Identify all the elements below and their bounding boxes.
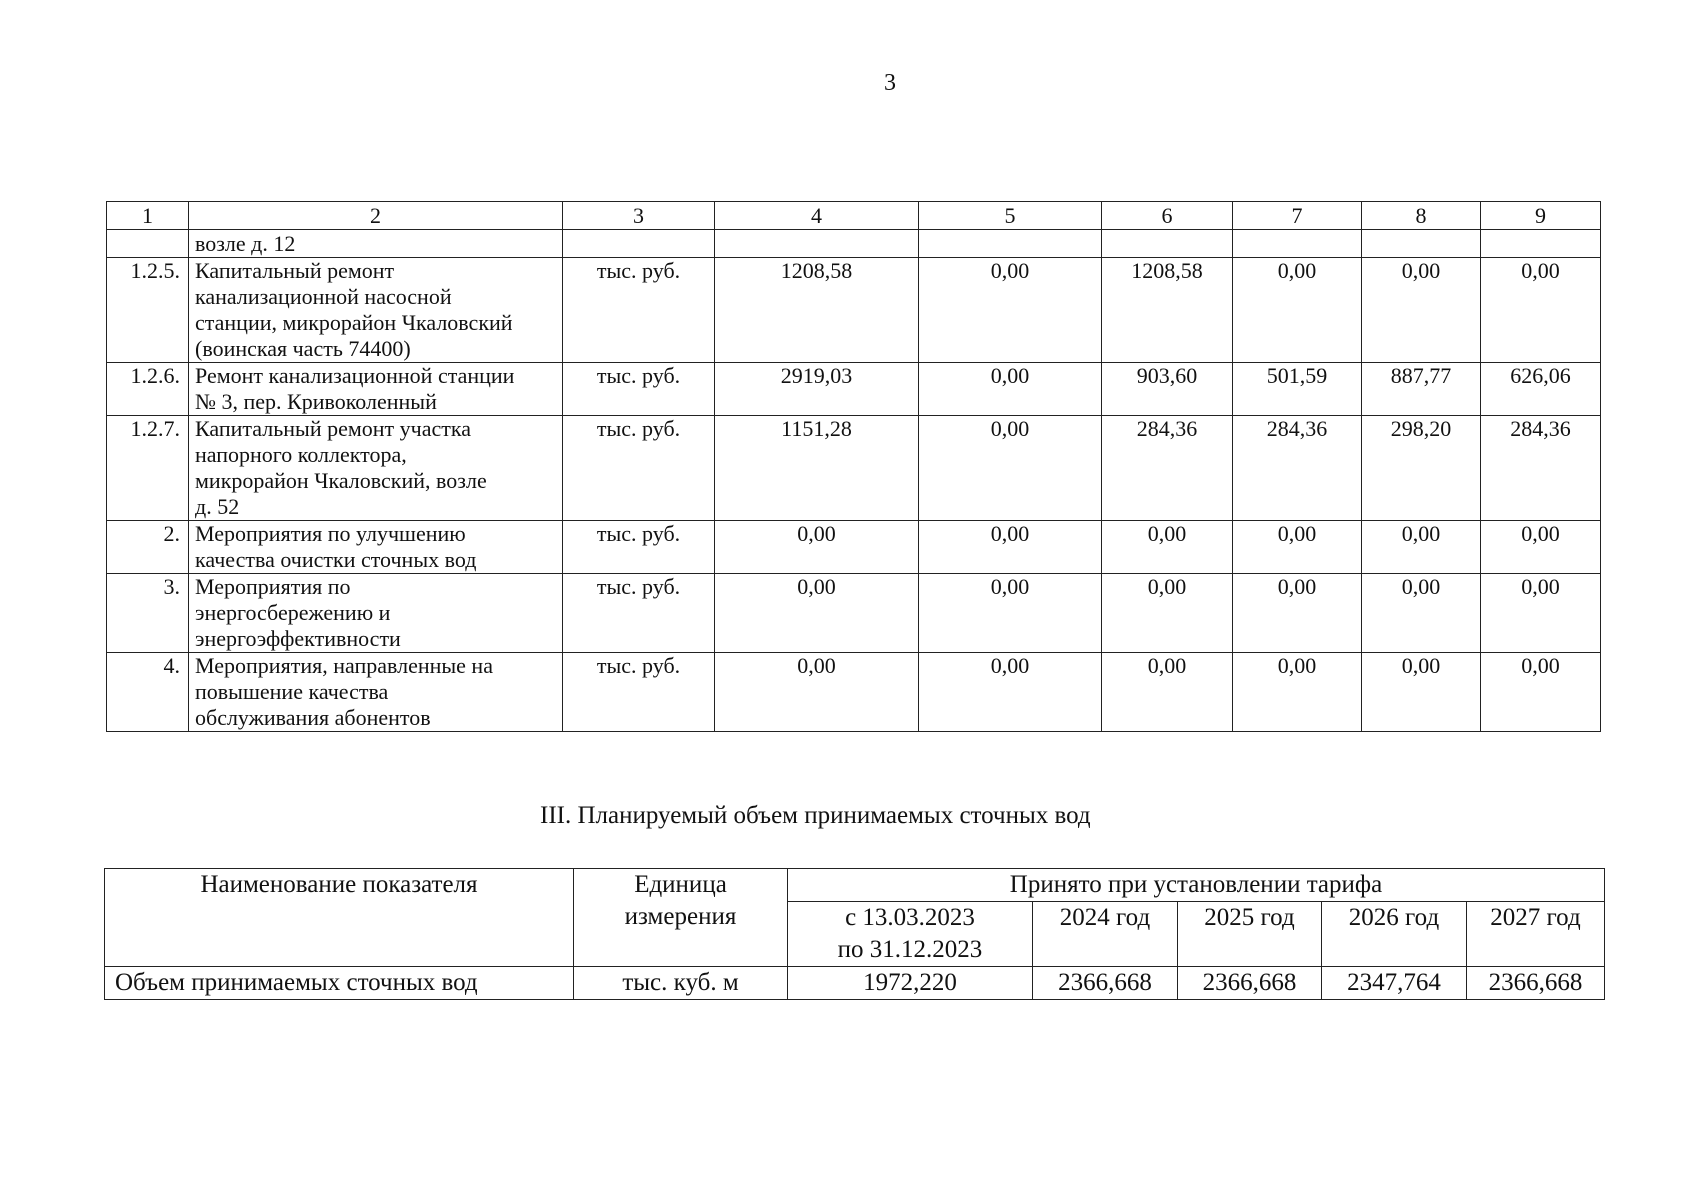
row-value: 0,00 [1102, 574, 1233, 653]
column-number: 8 [1362, 202, 1481, 230]
column-number: 2 [189, 202, 563, 230]
row-value [1102, 230, 1233, 258]
row-value: 284,36 [1481, 416, 1601, 521]
row-name-line: напорного коллектора, [195, 442, 407, 467]
row-value [1481, 230, 1601, 258]
row-value: 1208,58 [715, 258, 919, 363]
row-value [919, 230, 1102, 258]
row-value: 0,00 [919, 653, 1102, 732]
row-value: 1208,58 [1102, 258, 1233, 363]
row-number: 1.2.7. [107, 416, 189, 521]
row-name-line: № 3, пер. Кривоколенный [195, 389, 437, 414]
row-value: 0,00 [1362, 574, 1481, 653]
row-value: 0,00 [715, 653, 919, 732]
row-name-line: (воинская часть 74400) [195, 336, 411, 361]
period-header [1322, 902, 1467, 967]
row-value: 0,00 [919, 363, 1102, 416]
row-number: 2. [107, 521, 189, 574]
row-value: 0,00 [1362, 258, 1481, 363]
column-header-name: Наименование показателя [105, 869, 574, 967]
table-row [107, 521, 1601, 574]
row-name-line: обслуживания абонентов [195, 705, 431, 730]
page-number: 3 [884, 70, 896, 96]
row-value: 1151,28 [715, 416, 919, 521]
row-value: 284,36 [1102, 416, 1233, 521]
row-name-line: возле д. 12 [195, 231, 296, 256]
table-row [107, 574, 1601, 653]
row-name-line: Мероприятия по [195, 574, 351, 599]
period-header-line: с 13.03.2023 [845, 904, 975, 931]
row-name: Объем принимаемых сточных вод [105, 967, 574, 1000]
row-name [189, 363, 563, 416]
column-number: 1 [107, 202, 189, 230]
row-name-line: энергоэффективности [195, 626, 401, 651]
row-unit: тыс. руб. [563, 258, 715, 363]
row-value: 0,00 [715, 521, 919, 574]
row-name-line: Ремонт канализационной станции [195, 363, 515, 388]
period-value: 2366,668 [1467, 967, 1605, 1000]
column-header-unit-line: Единица [634, 871, 727, 898]
period-header-line: 2025 год [1204, 904, 1295, 931]
row-value [1362, 230, 1481, 258]
row-name-line: энергосбережению и [195, 600, 391, 625]
row-value: 0,00 [1481, 653, 1601, 732]
row-number: 3. [107, 574, 189, 653]
column-header-unit-line: измерения [624, 903, 737, 930]
row-name-line: станции, микрорайон Чкаловский [195, 310, 513, 335]
row-name-line: Капитальный ремонт [195, 258, 395, 283]
row-value: 0,00 [919, 574, 1102, 653]
row-value: 0,00 [715, 574, 919, 653]
row-unit: тыс. руб. [563, 416, 715, 521]
row-value: 0,00 [1233, 521, 1362, 574]
table-row [107, 416, 1601, 521]
volume-table [104, 868, 1605, 1000]
row-name-line: повышение качества [195, 679, 389, 704]
header-row [107, 202, 1601, 230]
period-header-line: по 31.12.2023 [837, 936, 983, 963]
row-name [189, 230, 563, 258]
row-unit: тыс. руб. [563, 574, 715, 653]
row-value: 0,00 [1102, 653, 1233, 732]
period-value: 2366,668 [1178, 967, 1322, 1000]
row-name-line: Капитальный ремонт участка [195, 416, 471, 441]
row-value: 0,00 [1481, 258, 1601, 363]
row-value: 626,06 [1481, 363, 1601, 416]
table-row [107, 363, 1601, 416]
period-header [788, 902, 1033, 967]
row-unit: тыс. руб. [563, 521, 715, 574]
period-header [1178, 902, 1322, 967]
row-number [107, 230, 189, 258]
row-value: 0,00 [919, 521, 1102, 574]
row-value: 2919,03 [715, 363, 919, 416]
row-value [715, 230, 919, 258]
column-number: 4 [715, 202, 919, 230]
column-number: 7 [1233, 202, 1362, 230]
row-value: 284,36 [1233, 416, 1362, 521]
table-row [107, 230, 1601, 258]
section-title: III. Планируемый объем принимаемых сточных вод [540, 802, 1091, 829]
row-number: 1.2.5. [107, 258, 189, 363]
row-name-line: Мероприятия по улучшению [195, 521, 466, 546]
row-name [189, 258, 563, 363]
row-value: 501,59 [1233, 363, 1362, 416]
row-name-line: канализационной насосной [195, 284, 452, 309]
row-name-line: микрорайон Чкаловский, возле [195, 468, 487, 493]
table-row [107, 653, 1601, 732]
column-number: 5 [919, 202, 1102, 230]
row-name [189, 521, 563, 574]
row-value: 0,00 [1233, 258, 1362, 363]
period-header [1467, 902, 1605, 967]
table-row [107, 258, 1601, 363]
row-value: 903,60 [1102, 363, 1233, 416]
row-name-line: д. 52 [195, 494, 240, 519]
row-value: 0,00 [1481, 574, 1601, 653]
row-value: 0,00 [1233, 653, 1362, 732]
column-number: 6 [1102, 202, 1233, 230]
row-value [1233, 230, 1362, 258]
column-header-unit [574, 869, 788, 967]
row-number: 1.2.6. [107, 363, 189, 416]
row-value: 298,20 [1362, 416, 1481, 521]
row-name-line: качества очистки сточных вод [195, 547, 477, 572]
row-unit: тыс. куб. м [574, 967, 788, 1000]
period-header-line: 2024 год [1059, 904, 1151, 931]
row-value: 0,00 [919, 258, 1102, 363]
row-name [189, 574, 563, 653]
row-value: 0,00 [1233, 574, 1362, 653]
period-header-line: 2026 год [1348, 904, 1440, 931]
period-value: 2347,764 [1322, 967, 1467, 1000]
column-number: 3 [563, 202, 715, 230]
row-name [189, 653, 563, 732]
period-value: 1972,220 [788, 967, 1033, 1000]
row-unit [563, 230, 715, 258]
period-value: 2366,668 [1033, 967, 1178, 1000]
row-unit: тыс. руб. [563, 363, 715, 416]
row-name-line: Мероприятия, направленные на [195, 653, 493, 678]
row-unit: тыс. руб. [563, 653, 715, 732]
column-group-header: Принято при установлении тарифа [788, 869, 1605, 902]
row-name [189, 416, 563, 521]
column-number: 9 [1481, 202, 1601, 230]
row-value: 0,00 [1481, 521, 1601, 574]
row-value: 0,00 [1362, 653, 1481, 732]
row-value: 0,00 [1362, 521, 1481, 574]
row-value: 0,00 [919, 416, 1102, 521]
period-header-line: 2027 год [1490, 904, 1581, 931]
row-value: 887,77 [1362, 363, 1481, 416]
row-value: 0,00 [1102, 521, 1233, 574]
investment-table [106, 201, 1601, 732]
period-header [1033, 902, 1178, 967]
row-number: 4. [107, 653, 189, 732]
